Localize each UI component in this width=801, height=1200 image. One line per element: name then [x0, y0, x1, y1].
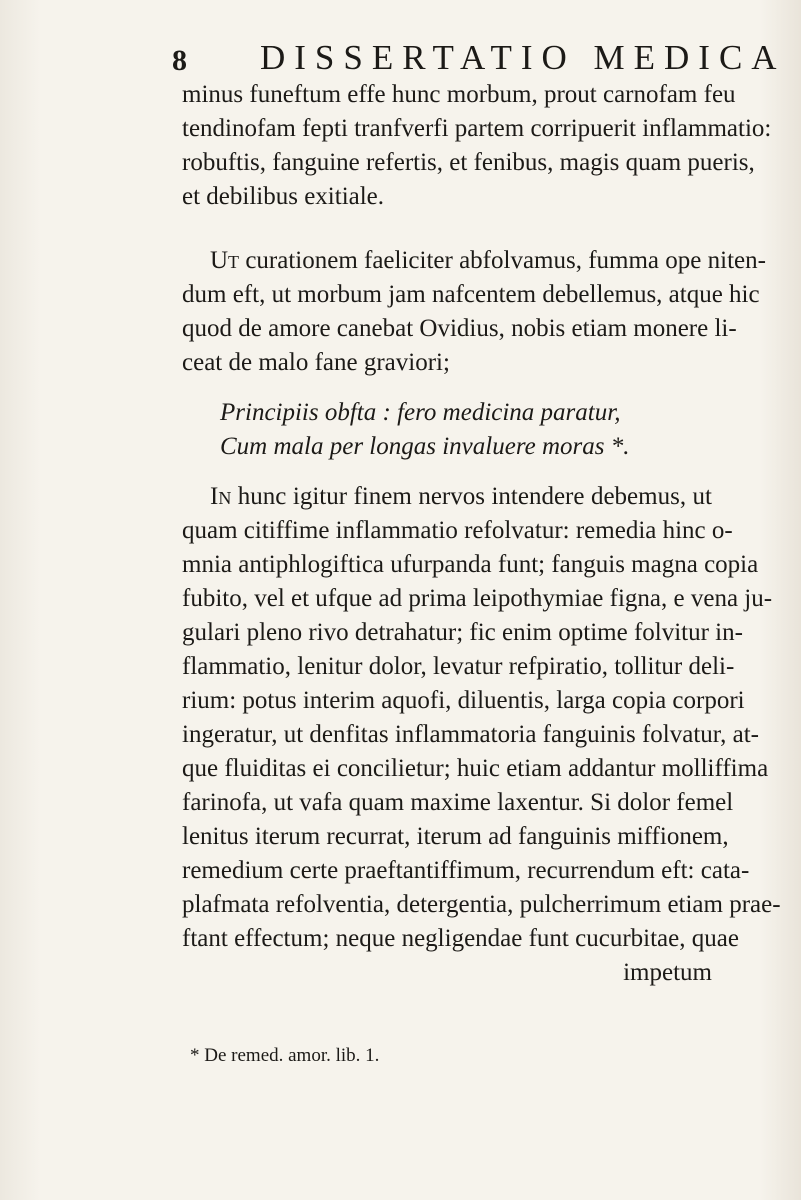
- verse-line: Principiis obfta : fero medicina paratur,: [220, 399, 621, 426]
- paragraph-gap: [182, 214, 712, 244]
- text-line: plafmata refolventia, detergentia, pulcherrimum etiam prae-: [182, 891, 781, 918]
- verse-gap: [182, 464, 712, 480]
- text-line: remedium certe praeftantiffimum, recurrendum eft: cata-: [182, 857, 750, 884]
- text-line: mnia antiphlogiftica ufurpanda funt; fanguis magna copia: [182, 551, 759, 578]
- paragraph-first-line: [182, 480, 712, 514]
- verse-line: Cum mala per longas invaluere moras *.: [220, 433, 630, 460]
- page-number: 8: [172, 44, 187, 77]
- text-line: ingeratur, ut denfitas inflammatoria fanguinis folvatur, at-: [182, 721, 759, 748]
- body-text: [182, 78, 781, 990]
- paragraph-first-line: [182, 244, 766, 278]
- text-line: et debilibus exitiale.: [182, 183, 385, 210]
- text-line: ceat de malo fane graviori;: [182, 349, 450, 376]
- text-line: quod de amore canebat Ovidius, nobis etiam monere li-: [182, 315, 737, 342]
- text-line: minus funeftum effe hunc morbum, prout carnofam feu: [182, 81, 736, 108]
- paragraph-first-line-text: curationem faeliciter abfolvamus, fumma ope niten-: [239, 247, 766, 274]
- text-line: fubito, vel et ufque ad prima leipothymiae figna, e vena ju-: [182, 585, 773, 612]
- footnote: * De remed. amor. lib. 1.: [190, 1045, 380, 1066]
- text-line: que fluiditas ei concilietur; huic etiam addantur molliffima: [182, 755, 769, 782]
- text-line: dum eft, ut morbum jam nafcentem debellemus, atque hic: [182, 281, 760, 308]
- text-line: gulari pleno rivo detrahatur; fic enim optime folvitur in-: [182, 619, 743, 646]
- paragraph-first-line-text: hunc igitur finem nervos intendere debemus, ut: [231, 483, 712, 510]
- paragraph-lead: Ut: [210, 247, 240, 274]
- text-line: quam citiffime inflammatio refolvatur: remedia hinc o-: [182, 517, 733, 544]
- text-line: lenitus iterum recurrat, iterum ad fanguinis miffionem,: [182, 823, 729, 850]
- running-title: DISSERTATIO MEDICA: [260, 38, 786, 77]
- verse-gap: [182, 380, 712, 396]
- text-line: tendinofam fepti tranfverfi partem corripuerit inflammatio:: [182, 115, 772, 142]
- catchword: impetum: [623, 959, 712, 986]
- paragraph-lead: In: [210, 483, 232, 510]
- text-line: robuftis, fanguine refertis, et fenibus, magis quam pueris,: [182, 149, 755, 176]
- text-line: flammatio, lenitur dolor, levatur refpiratio, tollitur deli-: [182, 653, 735, 680]
- text-line: ftant effectum; neque negligendae funt cucurbitae, quae: [182, 925, 739, 952]
- text-line: rium: potus interim aquofi, diluentis, larga copia corpori: [182, 687, 745, 714]
- text-line: farinofa, ut vafa quam maxime laxentur. Si dolor femel: [182, 789, 734, 816]
